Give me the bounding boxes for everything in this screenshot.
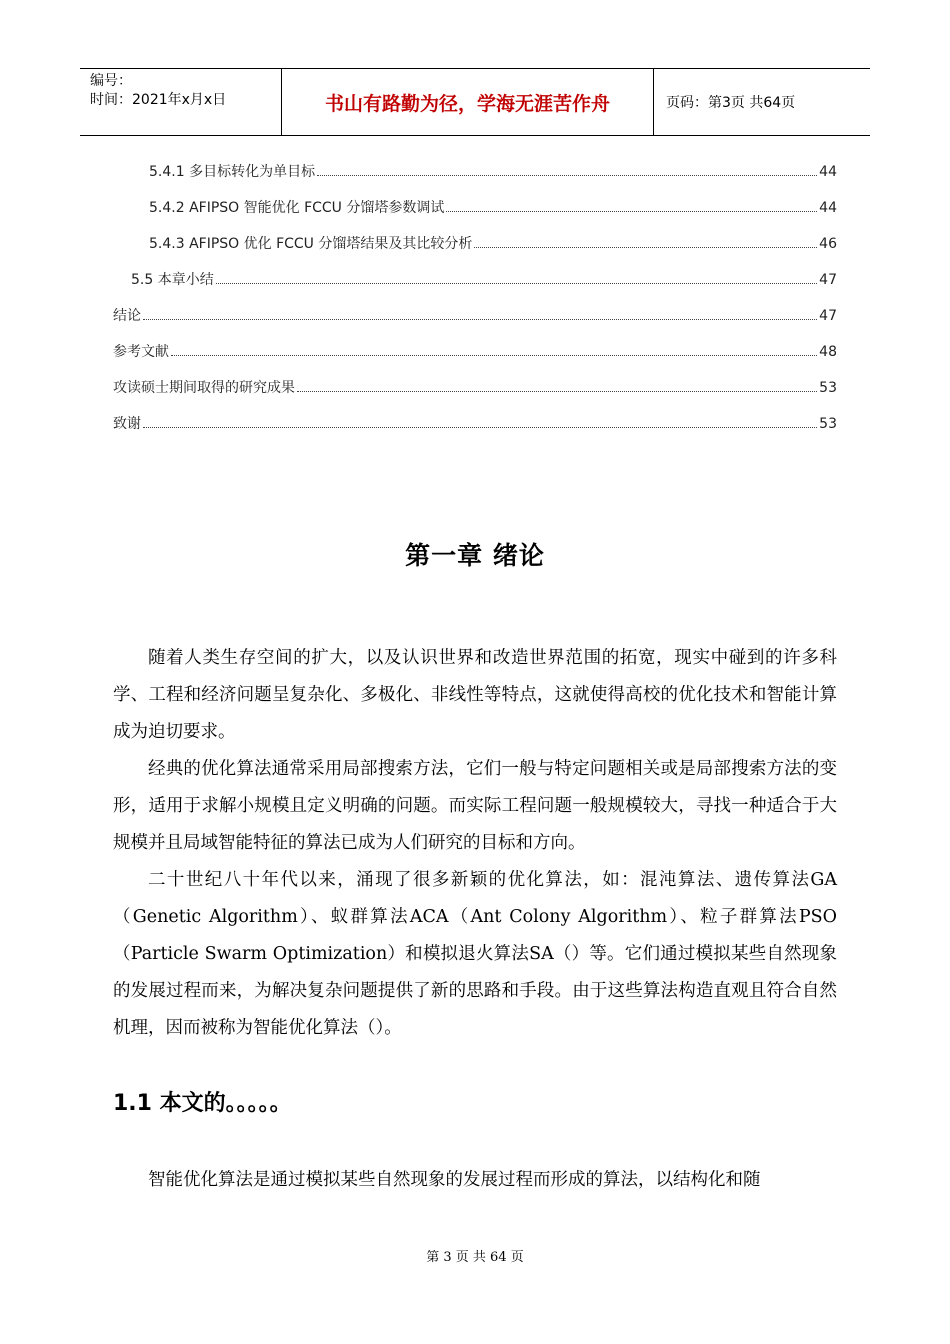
toc-leader xyxy=(171,341,817,356)
header-number: 编号： xyxy=(90,73,132,89)
table-of-contents xyxy=(113,160,837,448)
toc-entry-title: 致谢 xyxy=(113,416,141,432)
toc-entry-title: 5.4.2 AFIPSO 智能优化 FCCU 分馏塔参数调试 xyxy=(149,200,445,216)
toc-entry-title: 参考文献 xyxy=(113,344,169,360)
toc-leader xyxy=(474,233,817,248)
toc-entry[interactable] xyxy=(113,196,837,232)
toc-entry-title: 5.5 本章小结 xyxy=(131,272,214,288)
toc-entry[interactable] xyxy=(113,160,837,196)
toc-leader xyxy=(446,197,817,212)
paragraph: 随着人类生存空间的扩大，以及认识世界和改造世界范围的拓宽，现实中碰到的许多科学、工程和经济问题呈复杂化、多极化、非线性等特点，这就使得高校的优化技术和智能计算成为迫切要求。 xyxy=(113,648,837,742)
toc-entry-page: 47 xyxy=(819,308,837,324)
body-text xyxy=(113,640,837,1047)
toc-entry-title: 攻读硕士期间取得的研究成果 xyxy=(113,380,295,396)
header-meta xyxy=(80,69,282,135)
header-date: 时间：2021年x月x日 xyxy=(90,92,227,108)
toc-leader xyxy=(297,377,817,392)
toc-leader xyxy=(143,413,817,428)
section-heading: 1.1 本文的。。。。。 xyxy=(113,1091,292,1116)
toc-entry-title: 5.4.3 AFIPSO 优化 FCCU 分馏塔结果及其比较分析 xyxy=(149,236,473,252)
toc-leader xyxy=(317,161,817,176)
toc-entry-page: 44 xyxy=(819,200,837,216)
toc-entry-page: 47 xyxy=(819,272,837,288)
toc-leader xyxy=(216,269,817,284)
toc-entry[interactable] xyxy=(113,232,837,268)
paragraph: 二十世纪八十年代以来，涌现了很多新颖的优化算法，如：混沌算法、遗传算法GA（Genetic Algorithm）、蚁群算法ACA（Ant Colony Algorithm）、粒子群算法PSO（Particle Swarm Optimization）和模拟退火算法SA（）等。它们通过模拟某些自然现象的发展过程而来，为解决复杂问题提供了新的思路和手段。由于这些算法构造直观且符合自然机理，因而被称为智能优化算法（）。 xyxy=(113,870,837,1038)
paragraph: 智能优化算法是通过模拟某些自然现象的发展过程而形成的算法，以结构化和随 xyxy=(148,1170,761,1190)
chapter-title: 第一章 绪论 xyxy=(405,541,545,570)
toc-entry-title: 5.4.1 多目标转化为单目标 xyxy=(149,164,316,180)
toc-entry-page: 44 xyxy=(819,164,837,180)
toc-entry[interactable] xyxy=(113,304,837,340)
paragraph: 经典的优化算法通常采用局部搜索方法，它们一般与特定问题相关或是局部搜索方法的变形，适用于求解小规模且定义明确的问题。而实际工程问题一般规模较大，寻找一种适合于大规模并且局域智能特征的算法已成为人们研究的目标和方向。 xyxy=(113,759,837,853)
page-header xyxy=(80,68,870,136)
toc-entry-page: 53 xyxy=(819,380,837,396)
toc-entry-title: 结论 xyxy=(113,308,141,324)
header-motto: 书山有路勤为径，学海无涯苦作舟 xyxy=(282,69,654,135)
toc-entry[interactable] xyxy=(113,376,837,412)
header-page-info: 页码：第3页 共64页 xyxy=(666,95,796,111)
toc-entry[interactable] xyxy=(113,268,837,304)
toc-leader xyxy=(143,305,817,320)
section-body xyxy=(113,1162,837,1199)
toc-entry[interactable] xyxy=(113,340,837,376)
toc-entry-page: 46 xyxy=(819,236,837,252)
toc-entry-page: 48 xyxy=(819,344,837,360)
toc-entry[interactable] xyxy=(113,412,837,448)
toc-entry-page: 53 xyxy=(819,416,837,432)
page-footer: 第 3 页 共 64 页 xyxy=(426,1250,524,1265)
